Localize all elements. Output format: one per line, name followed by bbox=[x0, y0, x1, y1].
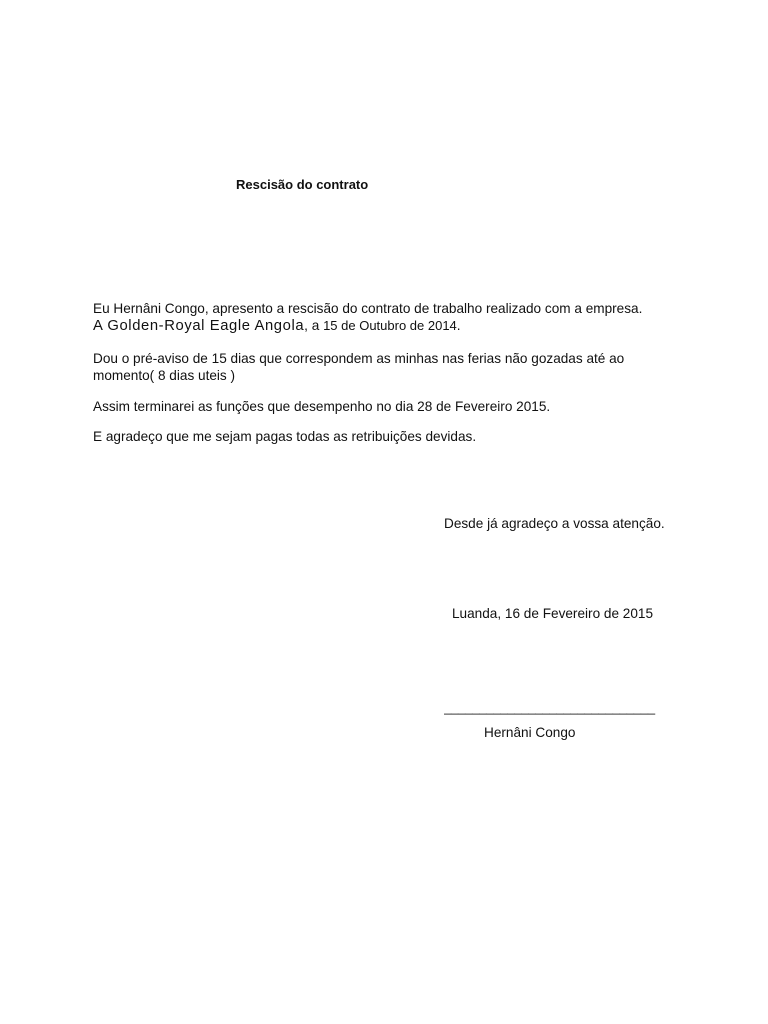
paragraph-payment: E agradeço que me sejam pagas todas as retribuições devidas. bbox=[93, 429, 477, 444]
signature-line: ______________________________ bbox=[444, 700, 655, 715]
intro-comma: , a bbox=[304, 318, 324, 333]
closing-remark: Desde já agradeço a vossa atenção. bbox=[444, 516, 665, 531]
intro-line: Eu Hernâni Congo, apresento a rescisão do contrato de trabalho realizado com a empresa. bbox=[93, 301, 643, 316]
place-and-date: Luanda, 16 de Fevereiro de 2015 bbox=[452, 606, 654, 621]
paragraph-end-date: Assim terminarei as funções que desempenho no dia 28 de Fevereiro 2015. bbox=[93, 399, 551, 414]
intro-period: . bbox=[456, 318, 461, 333]
paragraph-notice: Dou o pré-aviso de 15 dias que correspondem as minhas nas ferias não gozadas até ao momento( 8 dias uteis ) bbox=[93, 351, 625, 383]
document-title: Rescisão do contrato bbox=[236, 177, 369, 192]
contract-date: 15 de Outubro de 2014 bbox=[323, 318, 457, 333]
company-name: A Golden-Royal Eagle Angola bbox=[93, 318, 305, 334]
intro-company-line bbox=[93, 317, 693, 335]
paragraph-intro bbox=[93, 300, 693, 335]
signer-name: Hernâni Congo bbox=[484, 725, 576, 740]
